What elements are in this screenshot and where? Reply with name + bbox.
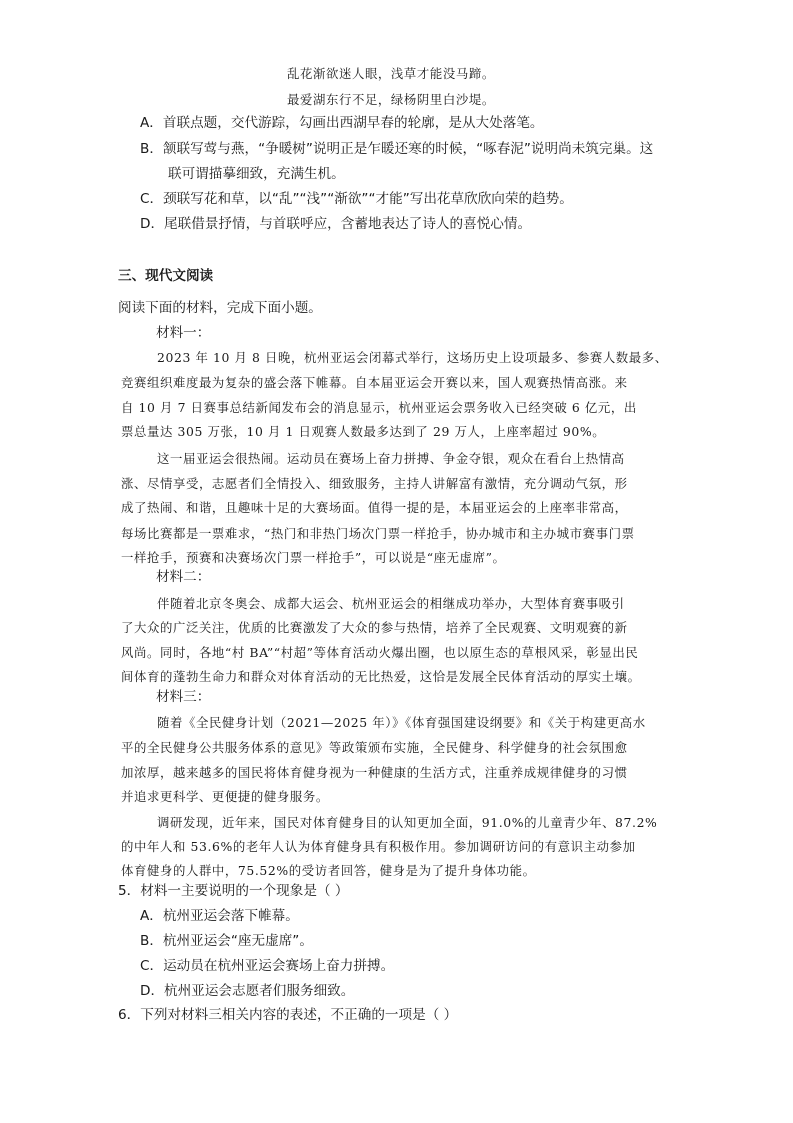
poem-line: 乱花渐欲迷人眼，浅草才能没马蹄。 — [287, 66, 495, 81]
question-stem: 5．材料一主要说明的一个现象是（ ） — [118, 883, 349, 899]
paragraph-line: 票总量达 305 万张，10 月 1 日观赛人数最多达到了 29 万人，上座率超过 90%。 — [121, 424, 606, 439]
paragraph-line: 间体育的蓬勃生命力和群众对体育活动的无比热爱，这恰是发展全民体育活动的厚实土壤。 — [121, 669, 641, 684]
option-b: B．颔联写莺与燕，“争暖树”说明正是乍暖还寒的时候，“啄春泥”说明尚未筑完巢。这 — [140, 141, 654, 157]
option-d: D．杭州亚运会志愿者们服务细致。 — [140, 983, 355, 999]
paragraph-line: 加浓厚，越来越多的国民将体育健身视为一种健康的生活方式，注重养成规律健身的习惯 — [121, 765, 628, 780]
paragraph-line: 成了热闹、和谐，且趣味十足的大赛场面。值得一提的是，本届亚运会的上座率非常高， — [121, 500, 628, 515]
paragraph-line: 2023 年 10 月 8 日晚，杭州亚运会闭幕式举行，这场历史上设项最多、参赛人数最多、 — [157, 350, 668, 365]
material-label: 材料二： — [156, 569, 211, 585]
material-label: 材料一： — [156, 325, 211, 341]
option-a: A．首联点题，交代游踪，勾画出西湖早春的轮廓，是从大处落笔。 — [140, 115, 544, 131]
section-instruction: 阅读下面的材料，完成下面小题。 — [118, 300, 322, 316]
paragraph-line: 体育健身的人群中，75.52%的受访者回答，健身是为了提升身体功能。 — [121, 863, 536, 878]
option-c: C．运动员在杭州亚运会赛场上奋力拼搏。 — [140, 958, 395, 974]
paragraph-line: 并追求更科学、更便捷的健身服务。 — [121, 789, 329, 804]
paragraph-line: 竞赛组织难度最为复杂的盛会落下帷幕。自本届亚运会开赛以来，国人观赛热情高涨。来 — [121, 375, 628, 390]
option-b-continued: 联可谓描摹细致，充满生机。 — [168, 166, 345, 182]
paragraph-line: 一样抢手，预赛和决赛场次门票一样抢手”，可以说是“座无虚席”。 — [121, 550, 506, 565]
paragraph-line: 每场比赛都是一票难求，“热门和非热门场次门票一样抢手，协办城市和主办城市赛事门票 — [121, 526, 635, 541]
paragraph-line: 涨、尽情享受，志愿者们全情投入、细致服务，主持人讲解富有激情，充分调动气氛，形 — [121, 476, 628, 491]
paragraph-line: 平的全民健身公共服务体系的意见》等政策颁布实施，全民健身、科学健身的社会氛围愈 — [121, 740, 628, 755]
option-c: C．颈联写花和草，以“乱”“浅”“渐欲”“才能”写出花草欣欣向荣的趋势。 — [140, 191, 573, 207]
option-a: A．杭州亚运会落下帷幕。 — [140, 908, 299, 924]
paragraph-line: 自 10 月 7 日赛事总结新闻发布会的消息显示，杭州亚运会票务收入已经突破 6 亿元，出 — [121, 400, 637, 415]
option-b: B．杭州亚运会“座无虚席”。 — [140, 933, 313, 949]
poem-line: 最爱湖东行不足，绿杨阴里白沙堤。 — [287, 92, 495, 107]
section-title: 三、现代文阅读 — [118, 268, 214, 284]
paragraph-line: 风尚。同时，各地“村 BA”“村超”等体育活动火爆出圈，也以原生态的草根风采，彰显出民 — [121, 645, 639, 660]
paragraph-line: 这一届亚运会很热闹。运动员在赛场上奋力拼搏、争金夺银，观众在看台上热情高 — [157, 451, 625, 466]
paragraph-line: 调研发现，近年来，国民对体育健身目的认知更加全面，91.0%的儿童青少年、87.2% — [157, 815, 658, 830]
paragraph-line: 了大众的广泛关注，优质的比赛激发了大众的参与热情，培养了全民观赛、文明观赛的新 — [121, 620, 628, 635]
question-stem: 6．下列对材料三相关内容的表述，不正确的一项是（ ） — [118, 1007, 458, 1023]
paragraph-line: 伴随着北京冬奥会、成都大运会、杭州亚运会的相继成功举办，大型体育赛事吸引 — [157, 596, 625, 611]
paragraph-line: 的中年人和 53.6%的老年人认为体育健身具有积极作用。参加调研访问的有意识主动参加 — [121, 839, 636, 854]
option-d: D．尾联借景抒情，与首联呼应，含蓄地表达了诗人的喜悦心情。 — [140, 216, 532, 232]
paragraph-line: 随着《全民健身计划（2021—2025 年）》《体育强国建设纲要》和《关于构建更高水 — [157, 715, 646, 730]
material-label: 材料三： — [156, 689, 211, 705]
